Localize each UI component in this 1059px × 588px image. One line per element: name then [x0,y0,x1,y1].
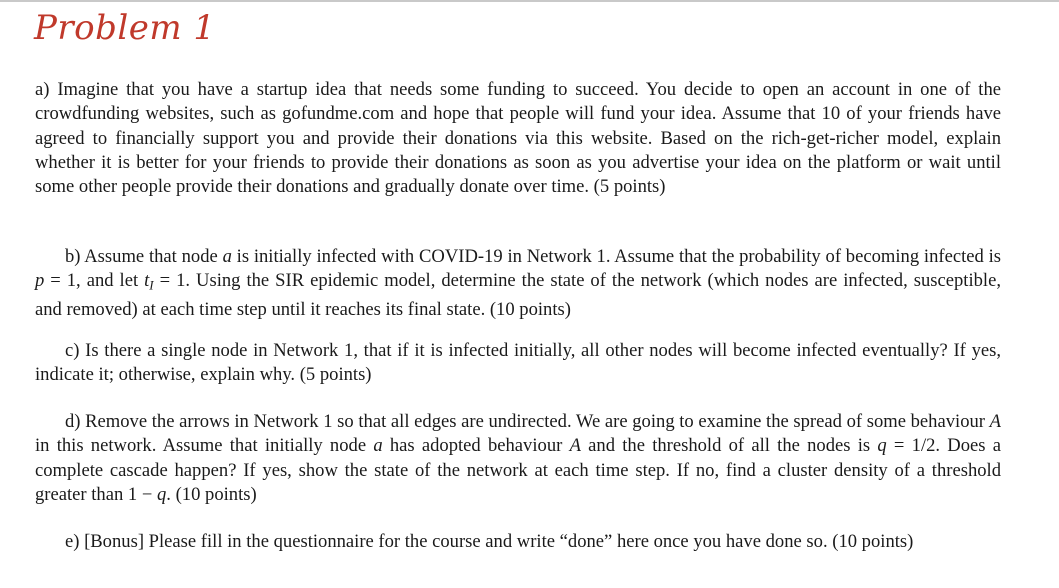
math-var: a [373,435,383,457]
math-var: A [569,435,581,457]
math-var: p [35,270,45,292]
math-var: a [222,246,232,267]
part-b-text: b) Assume that node a is initially infected with COVID-19 in Network 1. Assume that the probability of becoming infected is p = 1, and let $t_I = 1$. Using the SIR epidemic model, determine the state of the network (which nodes are infected, susceptible, and removed) at each time step until it reaches its final state. (10 points) [35,246,1002,320]
top-divider [0,0,1059,2]
part-a-text: a) Imagine that you have a startup idea that needs some funding to succeed. You decide to open an account in one of the crowdfunding websites, such as gofundme.com and hope that people will fund your idea. Assume that 10 of your friends have agreed to financially support you and provide their donations via this website. Based on the rich-get-richer model, explain whether it is better for your friends to provide their donations as soon as you advertise your idea on the platform or wait until some other people provide their donations and gradually donate over time. (5 points) [35,79,1001,198]
math-var: t [144,270,150,292]
math-var: q [877,435,887,457]
part-c-text: c) Is there a single node in Network 1, that if it is infected initially, all other nodes will become infected eventually? If yes, indicate it; otherwise, explain why. (5 points) [35,340,1001,386]
part-e-text: e) [Bonus] Please fill in the questionnaire for the course and write “done” here once you have done so. (10 points) [65,531,914,552]
problem-title: Problem 1 [34,8,216,48]
math-var: q [157,483,167,505]
part-d-text: d) Remove the arrows in Network 1 so that all edges are undirected. We are going to examine the spread of some behaviour A in this network. Assume that initially node a has adopted behaviour A and the threshold of all the nodes is q = 1/2. Does a complete cascade happen? If yes, show the state of the network at each time step. If no, find a cluster density of a threshold greater than 1 − q. (10 points) [35,411,1001,505]
math-var: A [989,411,1001,432]
math-subscript: I [149,277,154,293]
